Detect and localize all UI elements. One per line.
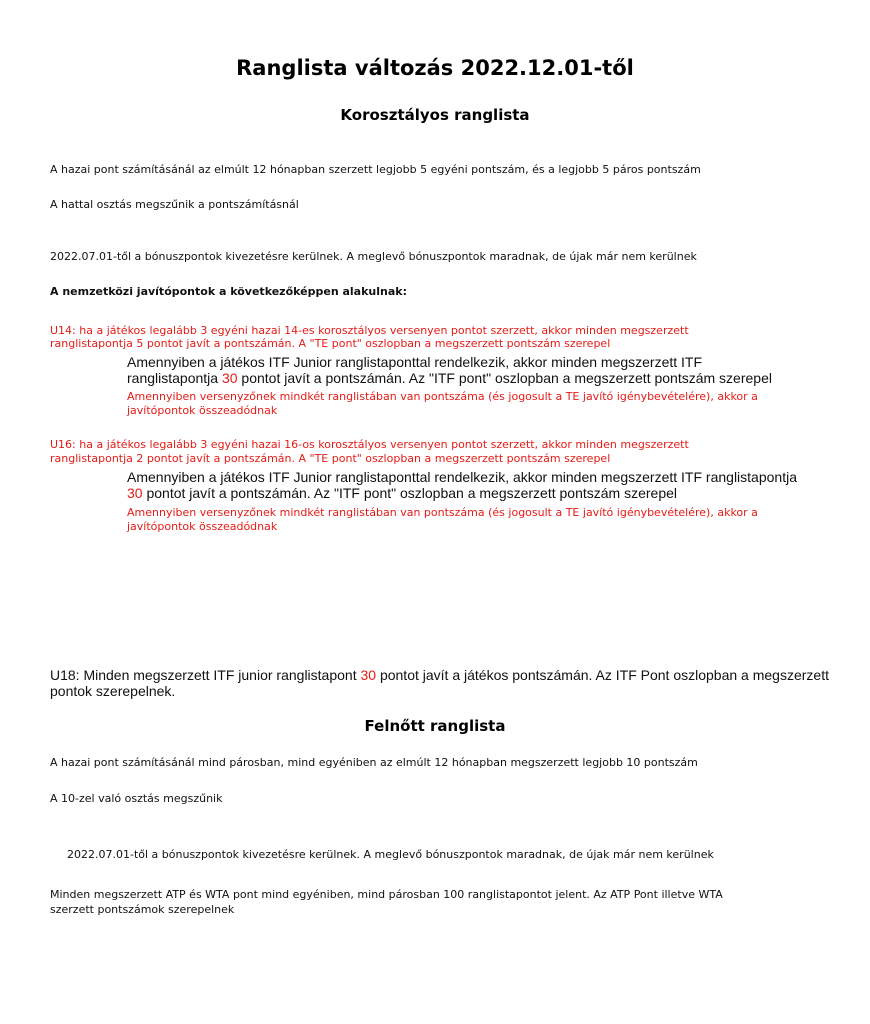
- adult-atp-wta-line2: szerzett pontszámok szerepelnek: [50, 903, 235, 916]
- page-title: Ranglista változás 2022.12.01-től: [236, 56, 634, 80]
- adult-bonus-rule: 2022.07.01-től a bónuszpontok kivezetésre kerülnek. A meglevő bónuszpontok maradnak, de újak már nem kerülnek: [67, 848, 714, 861]
- adult-points-rule: A hazai pont számításánál mind párosban, mind egyéniben az elmúlt 12 hónapban megszerzett legjobb 10 pontszám: [50, 756, 698, 769]
- age-bonus-rule: 2022.07.01-től a bónuszpontok kivezetésre kerülnek. A meglevő bónuszpontok maradnak, de újak már nem kerülnek: [50, 250, 697, 263]
- u16-itf-points: 30: [127, 485, 143, 501]
- u16-rule-line1: U16: ha a játékos legalább 3 egyéni hazai 16-os korosztályos versenyen pontot szerzett, akkor minden megszerzett: [50, 438, 689, 451]
- u14-note-line1: Amennyiben versenyzőnek mindkét ranglistában van pontszáma (és jogosult a TE javító igénybevételére), akkor a: [127, 390, 758, 403]
- age-points-rule: A hazai pont számításánál az elmúlt 12 hónapban szerzett legjobb 5 egyéni pontszám, és a legjobb 5 páros pontszám: [50, 163, 701, 176]
- u14-itf-line2-post: pontot javít a pontszámán. Az "ITF pont" oszlopban a megszerzett pontszám szerepel: [237, 370, 772, 386]
- adult-atp-wta-line1: Minden megszerzett ATP és WTA pont mind egyéniben, mind párosban 100 ranglistapontot jelent. Az ATP Pont illetve WTA: [50, 888, 723, 901]
- u18-rule-line1: [50, 667, 829, 683]
- section-heading-age: Korosztályos ranglista: [340, 106, 530, 124]
- age-division-rule: A hattal osztás megszűnik a pontszámításnál: [50, 198, 299, 211]
- u14-itf-line2-pre: ranglistapontja: [127, 370, 222, 386]
- u16-itf-line2-post: pontot javít a pontszámán. Az "ITF pont" oszlopban a megszerzett pontszám szerepel: [142, 485, 678, 501]
- correction-points-heading: A nemzetközi javítópontok a következőképpen alakulnak:: [50, 285, 407, 298]
- u14-rule-line2: ranglistapontja 5 pontot javít a pontszámán. A "TE pont" oszlopban a megszerzett pontszám szerepel: [50, 337, 611, 350]
- u14-itf-line1: Amennyiben a játékos ITF Junior ranglistaponttal rendelkezik, akkor minden megszerzett ITF: [127, 354, 703, 370]
- u16-itf-line2: [127, 485, 678, 501]
- section-heading-adult: Felnőtt ranglista: [364, 717, 506, 735]
- u16-itf-line1: Amennyiben a játékos ITF Junior ranglistaponttal rendelkezik, akkor minden megszerzett ITF ranglistapontja: [127, 469, 797, 485]
- u18-rule-pre: U18: Minden megszerzett ITF junior ranglistapont: [50, 667, 361, 683]
- u16-note-line1: Amennyiben versenyzőnek mindkét ranglistában van pontszáma (és jogosult a TE javító igénybevételére), akkor a: [127, 506, 758, 519]
- u16-note-line2: javítópontok összeadódnak: [127, 520, 278, 533]
- u16-rule-line2: ranglistapontja 2 pontot javít a pontszámán. A "TE pont" oszlopban a megszerzett pontszám szerepel: [50, 452, 611, 465]
- u18-rule-line2: pontok szerepelnek.: [50, 683, 176, 699]
- u14-itf-line2: [127, 370, 772, 386]
- adult-division-rule: A 10-zel való osztás megszűnik: [50, 792, 223, 805]
- u14-note-line2: javítópontok összeadódnak: [127, 404, 278, 417]
- u14-itf-points: 30: [221, 370, 238, 386]
- u14-rule-line1: U14: ha a játékos legalább 3 egyéni hazai 14-es korosztályos versenyen pontot szerzett, akkor minden megszerzett: [50, 324, 689, 337]
- u18-points: 30: [360, 667, 377, 683]
- u18-rule-post: pontot javít a játékos pontszámán. Az ITF Pont oszlopban a megszerzett: [376, 667, 829, 683]
